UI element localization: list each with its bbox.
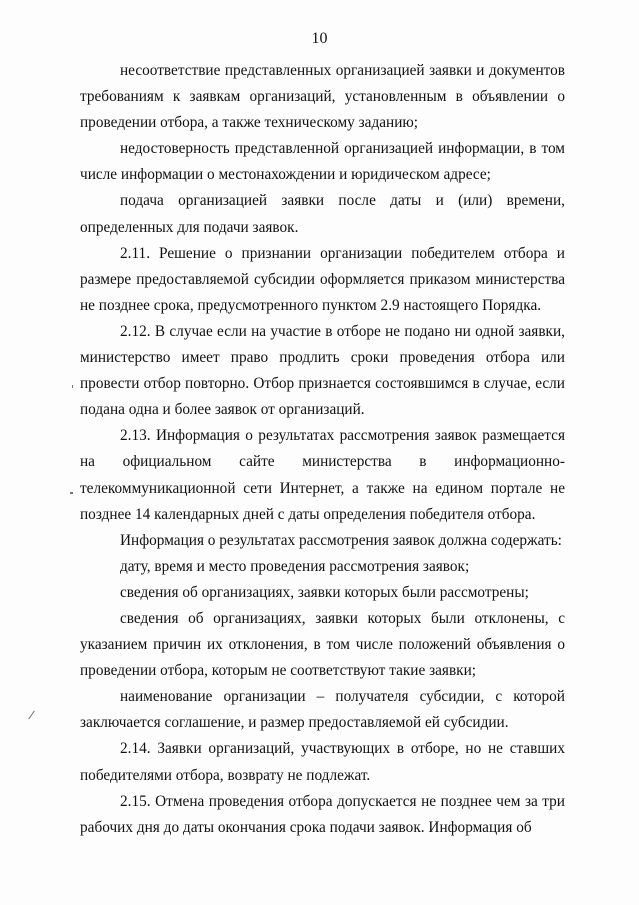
paragraph-11: наименование организации – получателя субсидии, с которой заключается соглашение, и размер предоставляемой ей субсидии. [80, 688, 565, 732]
paragraph-10: сведения об организациях, заявки которых были отклонены, с указанием причин их отклонения, в том числе положений объявления о проведении отбора, которым не соответствуют такие заявки; [80, 609, 565, 680]
paragraph-9: сведения об организациях, заявки которых были рассмотрены; [120, 583, 529, 601]
scan-speck [72, 385, 73, 388]
paragraph-12: 2.14. Заявки организаций, участвующих в отборе, но не ставших победителями отбора, возврату не подлежат. [80, 740, 565, 784]
paragraph-1: несоответствие представленных организацией заявки и документов требованиям к заявкам организаций, установленным в объявлении о проведении отбора, а также техническому заданию; [80, 62, 565, 132]
scan-speck [70, 492, 73, 494]
paragraph-4: 2.11. Решение о признании организации победителем отбора и размере предоставляемой субсидии оформляется приказом министерства не позднее срока, предусмотренного пунктом 2.9 настоящего Порядка. [80, 244, 565, 314]
document-body [80, 58, 565, 841]
paragraph-5: 2.12. В случае если на участие в отборе не подано ни одной заявки, министерство имеет право продлить сроки проведения отбора или провести отбор повторно. Отбор признается состоявшимся в случае, если подана одна и более заявок от организаций. [80, 322, 565, 419]
paragraph-13: 2.15. Отмена проведения отбора допускается не позднее чем за три рабочих дня до даты окончания срока подачи заявок. Информация об [80, 792, 565, 836]
paragraph-6: 2.13. Информация о результатах рассмотрения заявок размещается на официальном сайте министерства в информационно-телекоммуникационной сети Интернет, а также на едином портале не позднее 14 календарных дней с даты определения победителя отбора. [80, 427, 565, 523]
scan-scratch [28, 711, 35, 720]
paragraph-2: недостоверность представленной организацией информации, в том числе информации о местонахождении и юридическом адресе; [80, 140, 565, 184]
paragraph-3: подача организацией заявки после даты и (или) времени, определенных для подачи заявок. [80, 192, 565, 236]
paragraph-7: Информация о результатах рассмотрения заявок должна содержать: [120, 531, 562, 549]
paragraph-8: дату, время и место проведения рассмотрения заявок; [120, 557, 470, 575]
page-number: 10 [311, 30, 328, 47]
